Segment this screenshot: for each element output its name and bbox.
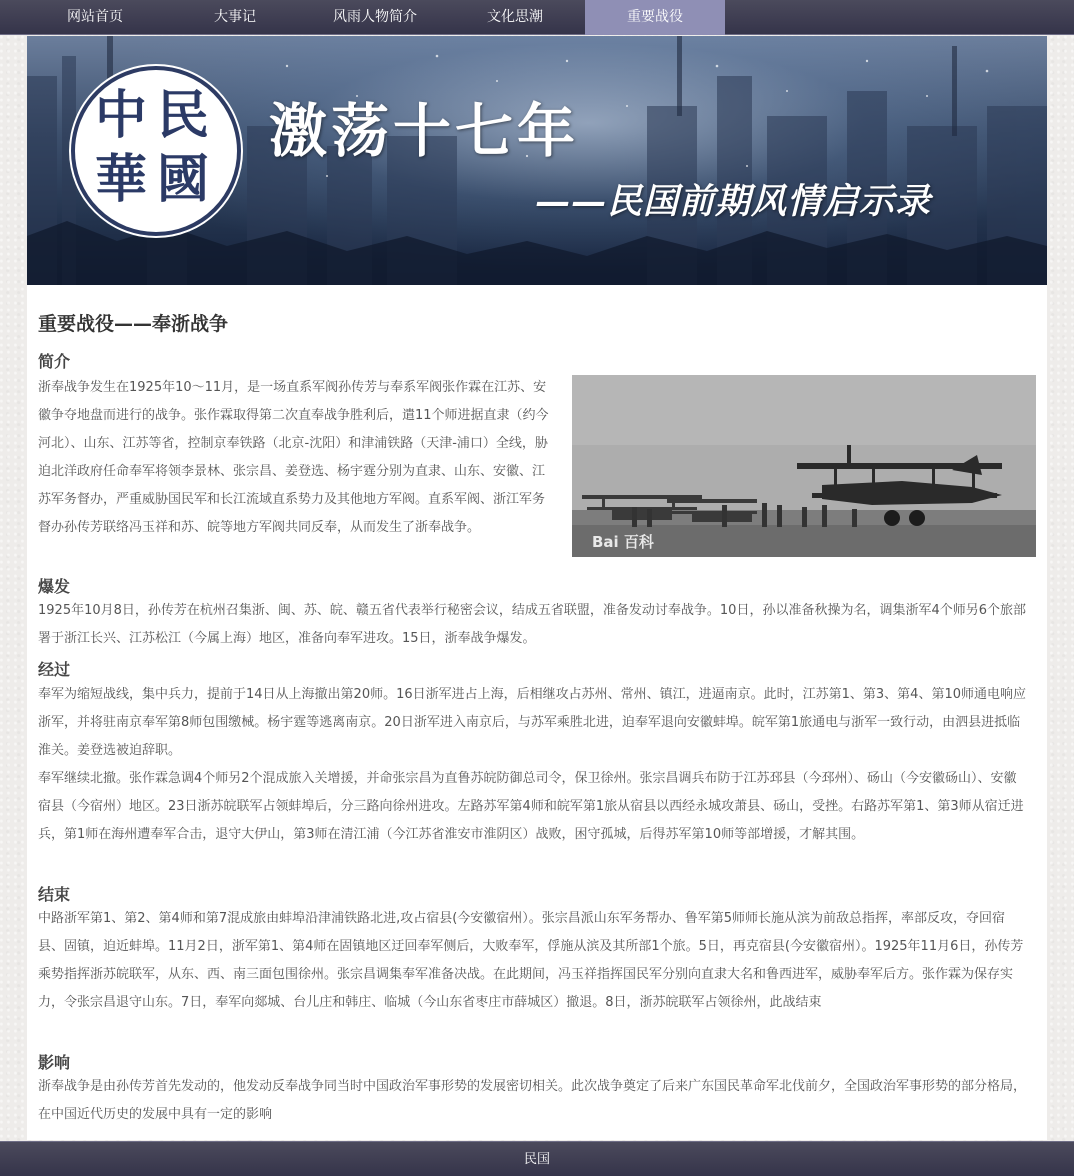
logo-char: 民 — [157, 85, 210, 146]
section-heading-impact: 影响 — [38, 1053, 71, 1072]
section-paragraph: 中路浙军第1、第2、第4师和第7混成旅由蚌埠沿津浦铁路北进,攻占宿县(今安徽宿州）。张宗昌派山东军务帮办、鲁军第5师师长施从滨为前敌总指挥，率部反攻，夺回宿县、固镇，迫近蚌埠。11月2日，浙军第1、第4师在固镇地区迂回奉军侧后，大败奉军，俘施从滨及其所部1个旅。5日，再克宿县(今安徽宿州）。1925年11月6日，孙传芳乘势指挥浙苏皖联军，从东、西、南三面包围徐州。张宗昌调集奉军准备决战。在此期间，冯玉祥指挥国民军分别向直隶大名和鲁西进军，威胁奉军后方。张作霖为保存实力，令张宗昌退守山东。7日，奉军向郯城、台儿庄和韩庄、临城（今山东省枣庄市薛城区）撤退。8日，浙苏皖联军占领徐州，此战结束 — [38, 911, 1024, 1010]
main-content — [27, 285, 1047, 1140]
section-heading-outbreak: 爆发 — [38, 577, 71, 596]
section-paragraph: 奉军继续北撤。张作霖急调4个师另2个混成旅入关增援，并命张宗昌为直鲁苏皖防御总司令，保卫徐州。张宗昌调兵布防于江苏邳县（今邳州）、砀山（今安徽砀山）、安徽宿县（今宿州）地区。23日浙苏皖联军占领蚌埠后，分三路向徐州进攻。左路苏军第4师和皖军第1旅从宿县以西经永城攻萧县、砀山，受挫。右路苏军第1、第3师从宿迁进兵，第1师在海州遭奉军合击，退守大伊山，第3师在清江浦（今江苏省淮安市淮阴区）战败，困守孤城，后得苏军第10师等部增援，才解其围。 — [38, 771, 1024, 842]
section-heading-process: 经过 — [38, 660, 71, 679]
banner-subtitle: ——民国前期风情启示录 — [535, 181, 932, 222]
section-heading-end: 结束 — [38, 885, 71, 904]
top-nav — [0, 0, 1074, 35]
section-heading-intro: 简介 — [38, 352, 71, 371]
section-paragraph: 奉军为缩短战线，集中兵力，提前于14日从上海撤出第20师。16日浙军进占上海，后相继攻占苏州、常州、镇江，进逼南京。此时，江苏第1、第3、第4、第10师通电响应浙军，并将驻南京奉军第8师包围缴械。杨宇霆等逃离南京。20日浙军进入南京后，与苏军乘胜北进，迫奉军退向安徽蚌埠。皖军第1旅通电与浙军一致行动，由泗县进抵临淮关。姜登选被迫辞职。 — [38, 687, 1026, 758]
footer — [0, 1141, 1074, 1176]
nav-item-people[interactable]: 风雨人物简介 — [333, 9, 417, 25]
page-title: 重要战役——奉浙战争 — [38, 313, 229, 335]
nav-item-culture[interactable]: 文化思潮 — [487, 9, 543, 25]
nav-item-home[interactable]: 网站首页 — [67, 9, 123, 25]
section-paragraph: 浙奉战争发生在1925年10～11月，是一场直系军阀孙传芳与奉系军阀张作霖在江苏、安徽争夺地盘而进行的战争。张作霖取得第二次直奉战争胜利后，遣11个师进据直隶（约今河北）、山东、江苏等省，控制京奉铁路（北京-沈阳）和津浦铁路（天津-浦口）全线，胁迫北洋政府任命奉军将领李景林、张宗昌、姜登选、杨宇霆分别为直隶、山东、安徽、江苏军务督办，严重威胁国民军和长江流域直系势力及其他地方军阀。直系军阀、浙江军务督办孙传芳联络冯玉祥和苏、皖等地方军阀共同反奉，从而发生了浙奉战争。 — [38, 380, 549, 535]
biplanes-illustration — [572, 375, 1036, 557]
header-banner — [27, 36, 1047, 285]
logo-seal — [71, 66, 241, 236]
logo-char: 國 — [157, 149, 210, 210]
section-paragraph: 1925年10月8日，孙传芳在杭州召集浙、闽、苏、皖、赣五省代表举行秘密会议，结成五省联盟，准备发动讨奉战争。10日，孙以准备秋操为名，调集浙军4个师另6个旅部署于浙江长兴、江苏松江（今属上海）地区，准备向奉军进攻。15日，浙奉战争爆发。 — [38, 603, 1026, 646]
logo-char: 華 — [95, 149, 148, 210]
section-paragraph: 浙奉战争是由孙传芳首先发动的，他发动反奉战争同当时中国政治军事形势的发展密切相关。此次战争奠定了后来广东国民革命军北伐前夕，全国政治军事形势的部分格局，在中国近代历史的发展中具有一定的影响 — [38, 1079, 1027, 1122]
banner-title: 激荡十七年 — [269, 97, 580, 165]
biplanes-photo — [572, 375, 1036, 557]
nav-item-events[interactable]: 大事记 — [214, 9, 256, 25]
footer-text: 民国 — [523, 1152, 550, 1167]
nav-item-battles[interactable]: 重要战役 — [585, 0, 725, 35]
watermark-text: Bai 百科 — [592, 533, 654, 551]
logo-char: 中 — [95, 85, 148, 146]
